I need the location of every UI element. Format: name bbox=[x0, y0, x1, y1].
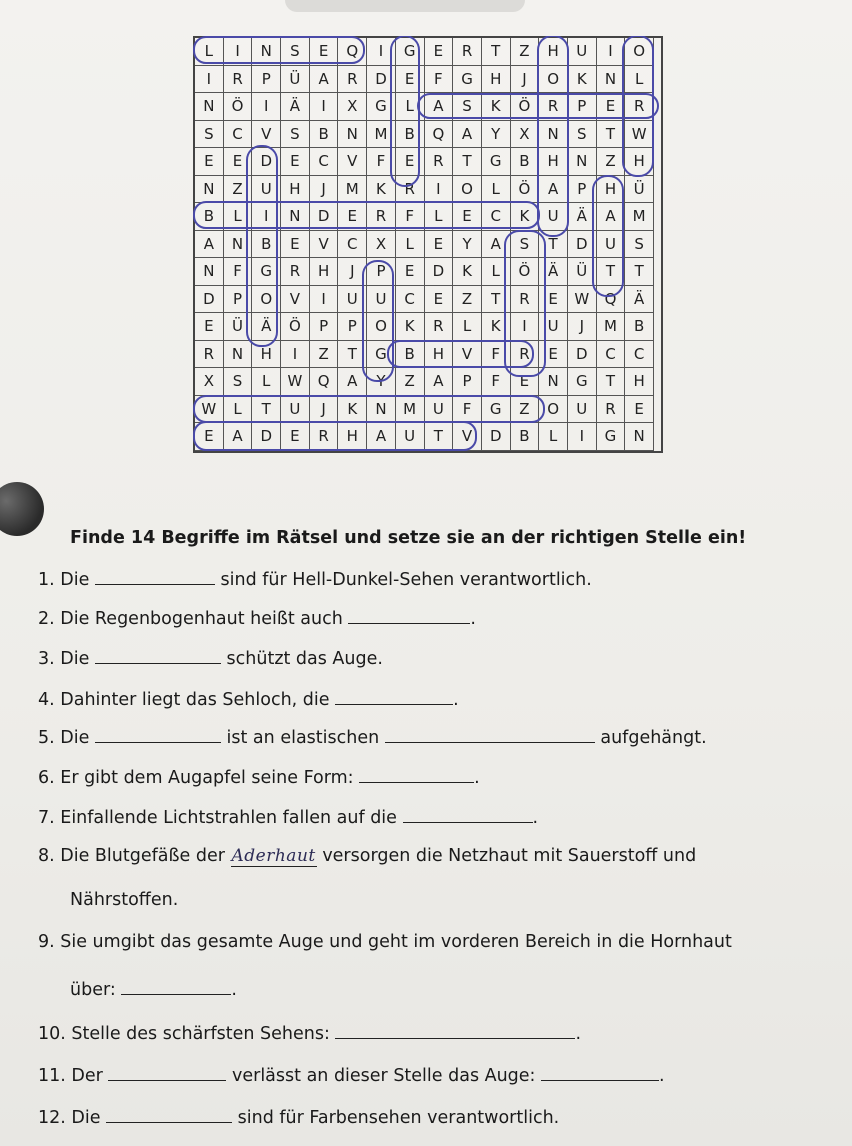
grid-cell: B bbox=[310, 121, 339, 149]
grid-cell: C bbox=[310, 148, 339, 176]
grid-cell: C bbox=[597, 341, 626, 369]
grid-cell: Y bbox=[453, 231, 482, 259]
grid-cell: Z bbox=[310, 341, 339, 369]
grid-cell: I bbox=[252, 203, 281, 231]
grid-cell: R bbox=[338, 66, 367, 94]
answer-blank-12[interactable] bbox=[106, 1104, 232, 1123]
grid-cell: D bbox=[568, 231, 597, 259]
grid-cell: J bbox=[568, 313, 597, 341]
grid-cell: N bbox=[568, 148, 597, 176]
grid-cell: V bbox=[310, 231, 339, 259]
grid-cell: N bbox=[252, 38, 281, 66]
grid-cell: E bbox=[625, 396, 654, 424]
grid-cell: R bbox=[625, 93, 654, 121]
grid-cell: Z bbox=[597, 148, 626, 176]
grid-cell: R bbox=[396, 176, 425, 204]
grid-cell: C bbox=[224, 121, 253, 149]
grid-cell: Ü bbox=[281, 66, 310, 94]
grid-cell: R bbox=[539, 93, 568, 121]
grid-cell: R bbox=[511, 286, 540, 314]
grid-cell: Q bbox=[338, 38, 367, 66]
grid-cell: L bbox=[453, 313, 482, 341]
grid-cell: Ö bbox=[224, 93, 253, 121]
grid-cell: L bbox=[425, 203, 454, 231]
grid-cell: H bbox=[597, 176, 626, 204]
grid-cell: J bbox=[511, 66, 540, 94]
grid-cell: P bbox=[453, 368, 482, 396]
grid-cell: V bbox=[281, 286, 310, 314]
grid-cell: Ö bbox=[511, 176, 540, 204]
grid-cell: U bbox=[568, 38, 597, 66]
grid-cell: C bbox=[625, 341, 654, 369]
grid-cell: S bbox=[195, 121, 224, 149]
grid-cell: A bbox=[482, 231, 511, 259]
grid-cell: S bbox=[224, 368, 253, 396]
grid-cell: E bbox=[396, 66, 425, 94]
grid-cell: K bbox=[568, 66, 597, 94]
answer-blank-7[interactable] bbox=[403, 804, 533, 823]
grid-cell: Z bbox=[396, 368, 425, 396]
marker-pen-tip bbox=[0, 482, 44, 536]
grid-cell: N bbox=[625, 423, 654, 451]
grid-cell: I bbox=[310, 93, 339, 121]
grid-cell: H bbox=[310, 258, 339, 286]
grid-cell: L bbox=[625, 66, 654, 94]
grid-cell: D bbox=[367, 66, 396, 94]
grid-cell: E bbox=[310, 38, 339, 66]
grid-cell: E bbox=[338, 203, 367, 231]
grid-cell: Ü bbox=[625, 176, 654, 204]
grid-cell: H bbox=[252, 341, 281, 369]
question-2: 2. Die Regenbogenhaut heißt auch . bbox=[38, 605, 476, 629]
grid-cell: J bbox=[338, 258, 367, 286]
answer-blank-11a[interactable] bbox=[108, 1062, 226, 1081]
grid-cell: U bbox=[425, 396, 454, 424]
grid-cell: N bbox=[224, 231, 253, 259]
handwritten-answer-aderhaut[interactable]: Aderhaut bbox=[231, 846, 316, 866]
grid-cell: B bbox=[511, 148, 540, 176]
grid-cell: I bbox=[252, 93, 281, 121]
grid-cell: A bbox=[367, 423, 396, 451]
instruction-text: Finde 14 Begriffe im Rätsel und setze sie an der richtigen Stelle ein! bbox=[70, 528, 747, 548]
grid-cell: L bbox=[482, 176, 511, 204]
answer-blank-2[interactable] bbox=[348, 605, 470, 624]
grid-cell: Ä bbox=[625, 286, 654, 314]
grid-cell: I bbox=[425, 176, 454, 204]
grid-cell: F bbox=[482, 368, 511, 396]
answer-blank-4[interactable] bbox=[335, 686, 453, 705]
grid-cell: B bbox=[511, 423, 540, 451]
grid-cell: E bbox=[453, 203, 482, 231]
grid-cell: R bbox=[281, 258, 310, 286]
grid-cell: O bbox=[252, 286, 281, 314]
grid-cell: N bbox=[281, 203, 310, 231]
grid-cell: V bbox=[453, 423, 482, 451]
answer-blank-1[interactable] bbox=[95, 566, 215, 585]
grid-cell: F bbox=[425, 66, 454, 94]
grid-cell: V bbox=[338, 148, 367, 176]
question-6: 6. Er gibt dem Augapfel seine Form: . bbox=[38, 764, 480, 788]
grid-cell: D bbox=[310, 203, 339, 231]
grid-cell: C bbox=[338, 231, 367, 259]
grid-cell: N bbox=[195, 93, 224, 121]
grid-cell: R bbox=[224, 66, 253, 94]
grid-cell: N bbox=[367, 396, 396, 424]
grid-cell: N bbox=[195, 176, 224, 204]
grid-cell: S bbox=[511, 231, 540, 259]
grid-cell: Q bbox=[597, 286, 626, 314]
grid-cell: D bbox=[568, 341, 597, 369]
grid-cell: Y bbox=[367, 368, 396, 396]
grid-cell: G bbox=[568, 368, 597, 396]
grid-cell: P bbox=[224, 286, 253, 314]
grid-cell: O bbox=[539, 396, 568, 424]
question-7: 7. Einfallende Lichtstrahlen fallen auf die . bbox=[38, 804, 538, 828]
grid-cell: Ä bbox=[252, 313, 281, 341]
grid-cell: N bbox=[539, 121, 568, 149]
grid-cell: R bbox=[597, 396, 626, 424]
grid-cell: K bbox=[367, 176, 396, 204]
grid-cell: E bbox=[195, 148, 224, 176]
grid-cell: C bbox=[482, 203, 511, 231]
grid-cell: R bbox=[195, 341, 224, 369]
grid-cell: H bbox=[625, 148, 654, 176]
word-search-grid bbox=[193, 36, 663, 454]
grid-cell: P bbox=[338, 313, 367, 341]
grid-cell: L bbox=[396, 231, 425, 259]
grid-cell: L bbox=[539, 423, 568, 451]
grid-cell: E bbox=[425, 38, 454, 66]
grid-cell: D bbox=[482, 423, 511, 451]
grid-cell: M bbox=[396, 396, 425, 424]
grid-cell: N bbox=[224, 341, 253, 369]
grid-cell: S bbox=[625, 231, 654, 259]
grid-cell: B bbox=[396, 341, 425, 369]
grid-cell: A bbox=[425, 93, 454, 121]
grid-cell: K bbox=[482, 313, 511, 341]
answer-blank-3[interactable] bbox=[95, 645, 221, 664]
grid-cell: L bbox=[195, 38, 224, 66]
grid-cell: W bbox=[281, 368, 310, 396]
grid-cell: P bbox=[568, 93, 597, 121]
grid-cell: E bbox=[539, 341, 568, 369]
grid-cell: T bbox=[625, 258, 654, 286]
grid-cell: E bbox=[425, 231, 454, 259]
grid-cell: H bbox=[539, 148, 568, 176]
grid-cell: H bbox=[539, 38, 568, 66]
grid-cell: T bbox=[338, 341, 367, 369]
question-9: 9. Sie umgibt das gesamte Auge und geht im vorderen Bereich in die Hornhaut bbox=[38, 932, 732, 952]
grid-cell: Ü bbox=[568, 258, 597, 286]
grid-cell: K bbox=[511, 203, 540, 231]
grid-cell: S bbox=[281, 38, 310, 66]
grid-cell: T bbox=[482, 38, 511, 66]
grid-cell: S bbox=[568, 121, 597, 149]
grid-cell: C bbox=[396, 286, 425, 314]
grid-cell: I bbox=[281, 341, 310, 369]
grid-cell: E bbox=[281, 148, 310, 176]
grid-cell: Ö bbox=[511, 93, 540, 121]
grid-cell: L bbox=[482, 258, 511, 286]
grid-cell: U bbox=[338, 286, 367, 314]
grid-cell: O bbox=[453, 176, 482, 204]
grid-cell: Q bbox=[425, 121, 454, 149]
grid-cell: U bbox=[396, 423, 425, 451]
grid-cell: Ä bbox=[568, 203, 597, 231]
grid-cell: R bbox=[511, 341, 540, 369]
grid-cell: A bbox=[195, 231, 224, 259]
grid-cell: N bbox=[338, 121, 367, 149]
grid-cell: I bbox=[310, 286, 339, 314]
answer-blank-5a[interactable] bbox=[95, 724, 221, 743]
grid-cell: P bbox=[568, 176, 597, 204]
grid-cell: T bbox=[453, 148, 482, 176]
question-11: 11. Der verlässt an dieser Stelle das Auge: . bbox=[38, 1062, 665, 1086]
grid-cell: U bbox=[539, 203, 568, 231]
grid-cell: H bbox=[625, 368, 654, 396]
question-10: 10. Stelle des schärfsten Sehens: . bbox=[38, 1020, 581, 1044]
grid-cell: R bbox=[425, 148, 454, 176]
grid-cell: Ö bbox=[281, 313, 310, 341]
grid-cell: L bbox=[252, 368, 281, 396]
grid-cell: A bbox=[453, 121, 482, 149]
grid-cell: Ä bbox=[281, 93, 310, 121]
grid-cell: Q bbox=[310, 368, 339, 396]
answer-blank-6[interactable] bbox=[359, 764, 474, 783]
grid-cell: R bbox=[310, 423, 339, 451]
top-edge-shadow bbox=[285, 0, 525, 12]
grid-cell: G bbox=[482, 148, 511, 176]
grid-cell: E bbox=[396, 258, 425, 286]
grid-cell: A bbox=[310, 66, 339, 94]
grid-cell: T bbox=[539, 231, 568, 259]
grid-cell: Ä bbox=[539, 258, 568, 286]
grid-cell: J bbox=[310, 176, 339, 204]
grid-cell: F bbox=[453, 396, 482, 424]
grid-cell: O bbox=[625, 38, 654, 66]
grid-cell: I bbox=[597, 38, 626, 66]
answer-blank-10[interactable] bbox=[335, 1020, 575, 1039]
answer-blank-5b[interactable] bbox=[385, 724, 595, 743]
grid-cell: I bbox=[367, 38, 396, 66]
grid-cell: W bbox=[568, 286, 597, 314]
grid-cell: R bbox=[425, 313, 454, 341]
grid-cell: S bbox=[453, 93, 482, 121]
answer-blank-9[interactable] bbox=[121, 976, 231, 995]
grid-cell: U bbox=[597, 231, 626, 259]
grid-cell: L bbox=[396, 93, 425, 121]
grid-cell: U bbox=[539, 313, 568, 341]
grid-cell: L bbox=[224, 203, 253, 231]
grid-cell: T bbox=[597, 121, 626, 149]
question-9-continued: über: . bbox=[38, 976, 237, 1000]
grid-cell: W bbox=[195, 396, 224, 424]
question-4: 4. Dahinter liegt das Sehloch, die . bbox=[38, 686, 459, 710]
question-8: 8. Die Blutgefäße der Aderhaut versorgen die Netzhaut mit Sauerstoff und bbox=[38, 846, 697, 866]
grid-cell: H bbox=[482, 66, 511, 94]
grid-cell: R bbox=[367, 203, 396, 231]
grid-cell: E bbox=[195, 423, 224, 451]
grid-cell: F bbox=[482, 341, 511, 369]
grid-cell: M bbox=[367, 121, 396, 149]
grid-cell: B bbox=[396, 121, 425, 149]
grid-cell: G bbox=[367, 341, 396, 369]
grid-cell: E bbox=[396, 148, 425, 176]
grid-cell: O bbox=[367, 313, 396, 341]
grid-cell: A bbox=[425, 368, 454, 396]
question-3: 3. Die schützt das Auge. bbox=[38, 645, 383, 669]
grid-cell: T bbox=[597, 368, 626, 396]
grid-cell: I bbox=[511, 313, 540, 341]
grid-cell: V bbox=[453, 341, 482, 369]
grid-cell: N bbox=[539, 368, 568, 396]
grid-cell: N bbox=[597, 66, 626, 94]
grid-cell: M bbox=[625, 203, 654, 231]
grid-cell: S bbox=[281, 121, 310, 149]
grid-cell: J bbox=[310, 396, 339, 424]
grid-cell: B bbox=[625, 313, 654, 341]
grid-cell: T bbox=[425, 423, 454, 451]
grid-cell: Z bbox=[511, 38, 540, 66]
grid-cell: P bbox=[310, 313, 339, 341]
grid-cell: T bbox=[482, 286, 511, 314]
grid-cell: O bbox=[539, 66, 568, 94]
grid-cell: I bbox=[195, 66, 224, 94]
grid-cell: A bbox=[539, 176, 568, 204]
grid-cell: F bbox=[367, 148, 396, 176]
grid-cell: R bbox=[453, 38, 482, 66]
grid-cell: U bbox=[367, 286, 396, 314]
grid-cell: E bbox=[281, 231, 310, 259]
grid-cell: W bbox=[625, 121, 654, 149]
grid-cell: B bbox=[252, 231, 281, 259]
grid-cell: G bbox=[597, 423, 626, 451]
grid-cell: N bbox=[195, 258, 224, 286]
grid-cell: Ü bbox=[224, 313, 253, 341]
grid-cell: H bbox=[425, 341, 454, 369]
grid-cell: D bbox=[425, 258, 454, 286]
grid-cell: B bbox=[195, 203, 224, 231]
grid-cell: V bbox=[252, 121, 281, 149]
grid-cell: U bbox=[568, 396, 597, 424]
grid-cell: K bbox=[396, 313, 425, 341]
question-5: 5. Die ist an elastischen aufgehängt. bbox=[38, 724, 707, 748]
grid-cell: E bbox=[195, 313, 224, 341]
grid-cell: I bbox=[224, 38, 253, 66]
grid-cell: K bbox=[338, 396, 367, 424]
grid-cell: E bbox=[425, 286, 454, 314]
grid-cell: A bbox=[338, 368, 367, 396]
grid-cell: H bbox=[338, 423, 367, 451]
grid-cell: E bbox=[224, 148, 253, 176]
grid-cell: T bbox=[597, 258, 626, 286]
grid-cell: X bbox=[367, 231, 396, 259]
grid-cell: F bbox=[224, 258, 253, 286]
grid-cell: E bbox=[597, 93, 626, 121]
grid-cell: P bbox=[367, 258, 396, 286]
grid-cell: H bbox=[281, 176, 310, 204]
question-12: 12. Die sind für Farbensehen verantwortlich. bbox=[38, 1104, 559, 1128]
grid-cell: U bbox=[281, 396, 310, 424]
grid-cell: E bbox=[511, 368, 540, 396]
grid-cell: A bbox=[224, 423, 253, 451]
grid-cell: Z bbox=[453, 286, 482, 314]
answer-blank-11b[interactable] bbox=[541, 1062, 659, 1081]
grid-cell: X bbox=[511, 121, 540, 149]
grid-cell: Z bbox=[511, 396, 540, 424]
grid-cell: Ö bbox=[511, 258, 540, 286]
grid-cell: E bbox=[281, 423, 310, 451]
grid-cell: G bbox=[252, 258, 281, 286]
grid-cell: X bbox=[195, 368, 224, 396]
grid-cell: E bbox=[539, 286, 568, 314]
letter-grid bbox=[193, 36, 663, 453]
grid-cell: U bbox=[252, 176, 281, 204]
grid-cell: K bbox=[482, 93, 511, 121]
grid-cell: G bbox=[396, 38, 425, 66]
grid-cell: Z bbox=[224, 176, 253, 204]
grid-cell: G bbox=[482, 396, 511, 424]
grid-cell: L bbox=[224, 396, 253, 424]
grid-cell: F bbox=[396, 203, 425, 231]
grid-cell: M bbox=[597, 313, 626, 341]
grid-cell: I bbox=[568, 423, 597, 451]
grid-cell: A bbox=[597, 203, 626, 231]
question-1: 1. Die sind für Hell-Dunkel-Sehen verantwortlich. bbox=[38, 566, 592, 590]
grid-cell: Y bbox=[482, 121, 511, 149]
grid-cell: K bbox=[453, 258, 482, 286]
grid-cell: D bbox=[252, 423, 281, 451]
grid-cell: G bbox=[453, 66, 482, 94]
grid-cell: G bbox=[367, 93, 396, 121]
grid-cell: X bbox=[338, 93, 367, 121]
question-8-continued: Nährstoffen. bbox=[70, 890, 179, 910]
grid-cell: M bbox=[338, 176, 367, 204]
grid-cell: T bbox=[252, 396, 281, 424]
grid-cell: P bbox=[252, 66, 281, 94]
grid-cell: D bbox=[252, 148, 281, 176]
grid-cell: D bbox=[195, 286, 224, 314]
